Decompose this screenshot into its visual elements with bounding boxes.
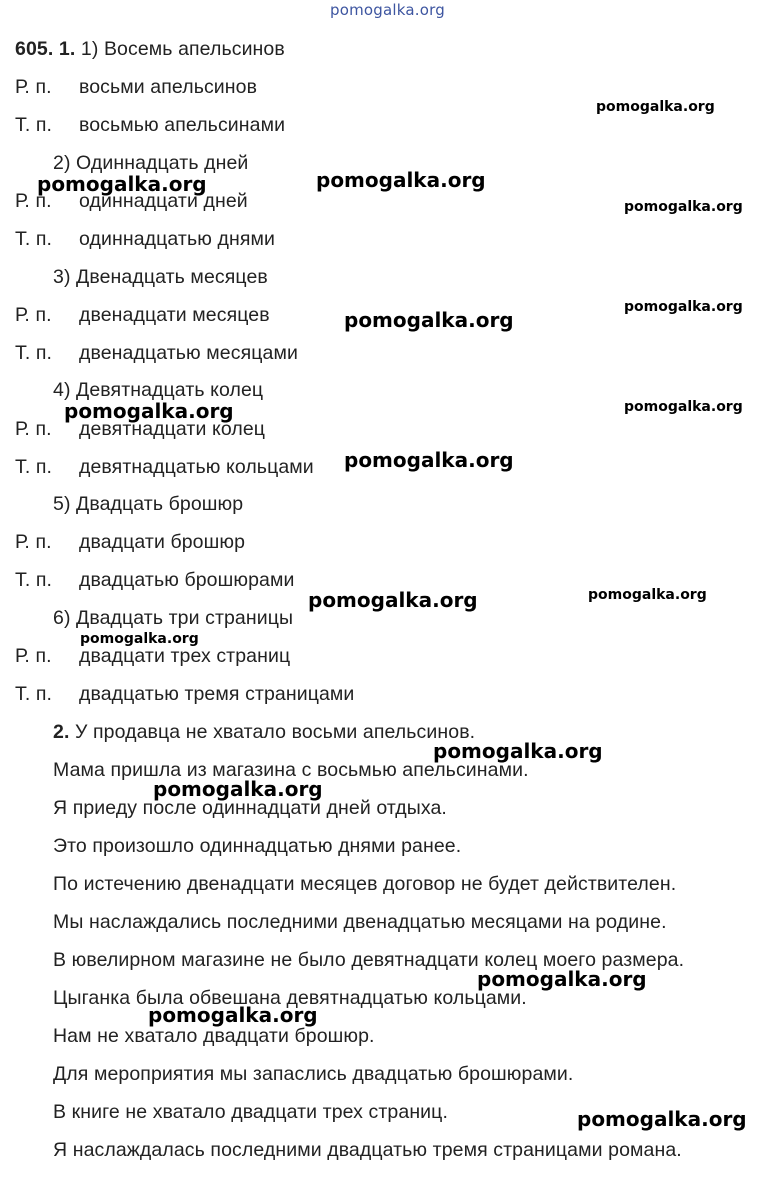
watermark: pomogalka.org — [344, 308, 514, 332]
case-form: девятнадцати колец — [79, 418, 266, 440]
case-label: Т. п. — [15, 342, 53, 364]
case-label: Т. п. — [15, 683, 53, 705]
case-label: Т. п. — [15, 569, 53, 591]
group-2-title: 2) Одиннадцать дней — [53, 152, 249, 174]
case-form: двенадцати месяцев — [79, 304, 270, 326]
case-label: Р. п. — [15, 531, 52, 553]
group-title-text: 1) Восемь апельсинов — [80, 38, 285, 60]
case-form: восьмью апельсинами — [79, 114, 286, 136]
sentence: Я наслаждалась последними двадцатью тремя страницами романа. — [53, 1139, 682, 1161]
case-form: двадцати брошюр — [79, 531, 246, 553]
case-form: двенадцатью месяцами — [79, 342, 298, 364]
sentence — [53, 720, 475, 744]
group-6-title: 6) Двадцать три страницы — [53, 607, 294, 629]
watermark: pomogalka.org — [80, 631, 199, 647]
part-2-number: 2. — [53, 721, 70, 743]
watermark: pomogalka.org — [308, 588, 478, 612]
sentence: В книге не хватало двадцати трех страниц. — [53, 1101, 448, 1123]
watermark: pomogalka.org — [148, 1003, 318, 1027]
declension-row — [15, 341, 298, 365]
case-form: одиннадцатью днями — [79, 228, 275, 250]
case-label: Р. п. — [15, 645, 52, 667]
watermark: pomogalka.org — [588, 587, 707, 603]
declension-row — [15, 682, 354, 706]
sentence: Это произошло одиннадцатью днями ранее. — [53, 835, 462, 857]
watermark: pomogalka.org — [577, 1107, 747, 1131]
case-label: Р. п. — [15, 190, 52, 212]
watermark: pomogalka.org — [477, 967, 647, 991]
case-label: Т. п. — [15, 456, 53, 478]
case-form: двадцати трех страниц — [79, 645, 291, 667]
sentence: Цыганка была обвешана девятнадцатью кольцами. — [53, 987, 527, 1009]
watermark: pomogalka.org — [596, 99, 715, 115]
part-1-number: 1. — [58, 38, 76, 60]
watermark: pomogalka.org — [433, 739, 603, 763]
watermark: pomogalka.org — [344, 448, 514, 472]
declension-row — [15, 227, 275, 251]
sentence: Мы наслаждались последними двенадцатью месяцами на родине. — [53, 911, 667, 933]
watermark: pomogalka.org — [624, 399, 743, 415]
case-label: Т. п. — [15, 114, 53, 136]
watermark: pomogalka.org — [624, 299, 743, 315]
group-3-title: 3) Двенадцать месяцев — [53, 266, 268, 288]
declension-row — [15, 530, 245, 554]
watermark: pomogalka.org — [37, 172, 207, 196]
case-form: девятнадцатью кольцами — [79, 456, 314, 478]
watermark: pomogalka.org — [316, 168, 486, 192]
sentence: По истечению двенадцати месяцев договор не будет действителен. — [53, 873, 677, 895]
watermark: pomogalka.org — [624, 199, 743, 215]
sentence: Для мероприятия мы запаслись двадцатью брошюрами. — [53, 1063, 574, 1085]
sentence: В ювелирном магазине не было девятнадцати колец моего размера. — [53, 949, 685, 971]
watermark: pomogalka.org — [64, 399, 234, 423]
case-label: Т. п. — [15, 228, 53, 250]
sentence: Нам не хватало двадцати брошюр. — [53, 1025, 375, 1047]
declension-row — [15, 113, 285, 137]
exercise-number: 605. — [15, 38, 54, 60]
sentence: Мама пришла из магазина с восьмью апельсинами. — [53, 759, 529, 781]
declension-row — [15, 644, 290, 668]
case-label: Р. п. — [15, 418, 52, 440]
case-label: Р. п. — [15, 76, 52, 98]
case-form: одиннадцати дней — [79, 190, 248, 212]
sentence-text: У продавца не хватало восьми апельсинов. — [75, 721, 476, 743]
watermark: pomogalka.org — [153, 777, 323, 801]
header-watermark: pomogalka.org — [330, 1, 445, 19]
case-form: двадцатью брошюрами — [79, 569, 295, 591]
declension-row — [15, 303, 270, 327]
case-label: Р. п. — [15, 304, 52, 326]
case-form: двадцатью тремя страницами — [79, 683, 355, 705]
declension-row — [15, 568, 294, 592]
sentence: Я приеду после одиннадцати дней отдыха. — [53, 797, 447, 819]
group-5-title: 5) Двадцать брошюр — [53, 493, 244, 515]
declension-row — [15, 75, 257, 99]
case-form: восьми апельсинов — [79, 76, 258, 98]
group-4-title: 4) Девятнадцать колец — [53, 379, 264, 401]
declension-row — [15, 455, 314, 479]
group-1-title — [15, 37, 285, 61]
